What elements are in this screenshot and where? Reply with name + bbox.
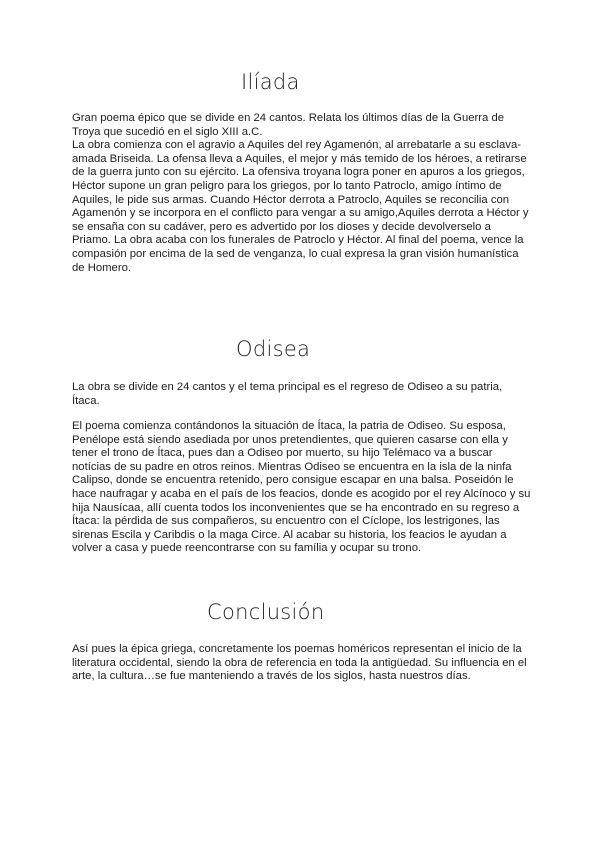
iliada-heading: Ilíada	[241, 70, 300, 94]
odisea-paragraph-1: La obra se divide en 24 cantos y el tema principal es el regreso de Odiseo a su patria, Ítaca.	[72, 381, 503, 407]
conclusion-paragraph-1: Así pues la épica griega, concretamente los poemas homéricos representan el inicio de la literatura occidental, siendo la obra de referencia en toda la antigüedad. Su influencia en el arte, la cultura…se fue manteniendo a través de los siglos, hasta nuestros días.	[72, 643, 527, 683]
iliada-paragraph-2: La obra comienza con el agravio a Aquiles del rey Agamenón, al arrebatarle a su esclava-amada Briseida. La ofensa lleva a Aquiles, el mejor y más temido de los héroes, a retirarse de la guerra junto con su ejército. La ofensiva troyana logra poner en apuros a los griegos, Héctor supone un gran peligro para los griegos, por lo tanto Patroclo, amigo íntimo de Aquiles, le pide sus armas. Cuando Héctor derrota a Patroclo, Aquiles se reconcilia con Agamenón y se incorpora en el conflicto para vengar a su amigo,Aquiles derrota a Héctor y se ensaña con su cadáver, pero es advertido por los dioses y decide devolverselo a Priamo. La obra acaba con los funerales de Patroclo y Héctor. Al final del poema, vence la compasión por encima de la sed de venganza, lo cual expresa la gran visión humanística de Homero.	[72, 139, 529, 274]
odisea-heading: Odisea	[236, 337, 311, 361]
odisea-paragraph-2: El poema comienza contándonos la situación de Ítaca, la patria de Odiseo. Su esposa, Penélope está siendo asediada por unos pretendientes, que quieren casarse con ella y tener el trono de Ítaca, pues dan a Odiseo por muerto, su hijo Telémaco va a buscar notícias de su padre en otros reinos. Mientras Odiseo se encuentra en la isla de la ninfa Calipso, donde se encuentra retenido, pero consigue escapar en una balsa. Poseidón le hace naufragar y acaba en el país de los feacios, donde es acogido por el rey Alcínoco y su hija Nausícaa, allí cuenta todos los inconvenientes que se ha encontrado en su regreso a Ítaca: la pérdida de sus compañeros, su encuentro con el Cíclope, los lestrigones, las sirenas Escila y Caribdis o la maga Circe. Al acabar su historia, los feacios le ayudan a volver a casa y puede reencontrarse con su família y ocupar su trono.	[72, 420, 531, 555]
iliada-paragraph-1: Gran poema épico que se divide en 24 cantos. Relata los últimos días de la Guerra de Troya que sucedió en el siglo XIII a.C.	[72, 112, 505, 138]
iliada-body	[72, 112, 532, 275]
conclusion-heading: Conclusión	[207, 600, 325, 624]
odisea-body	[72, 420, 532, 556]
odisea-intro	[72, 381, 532, 408]
conclusion-body	[72, 643, 532, 684]
